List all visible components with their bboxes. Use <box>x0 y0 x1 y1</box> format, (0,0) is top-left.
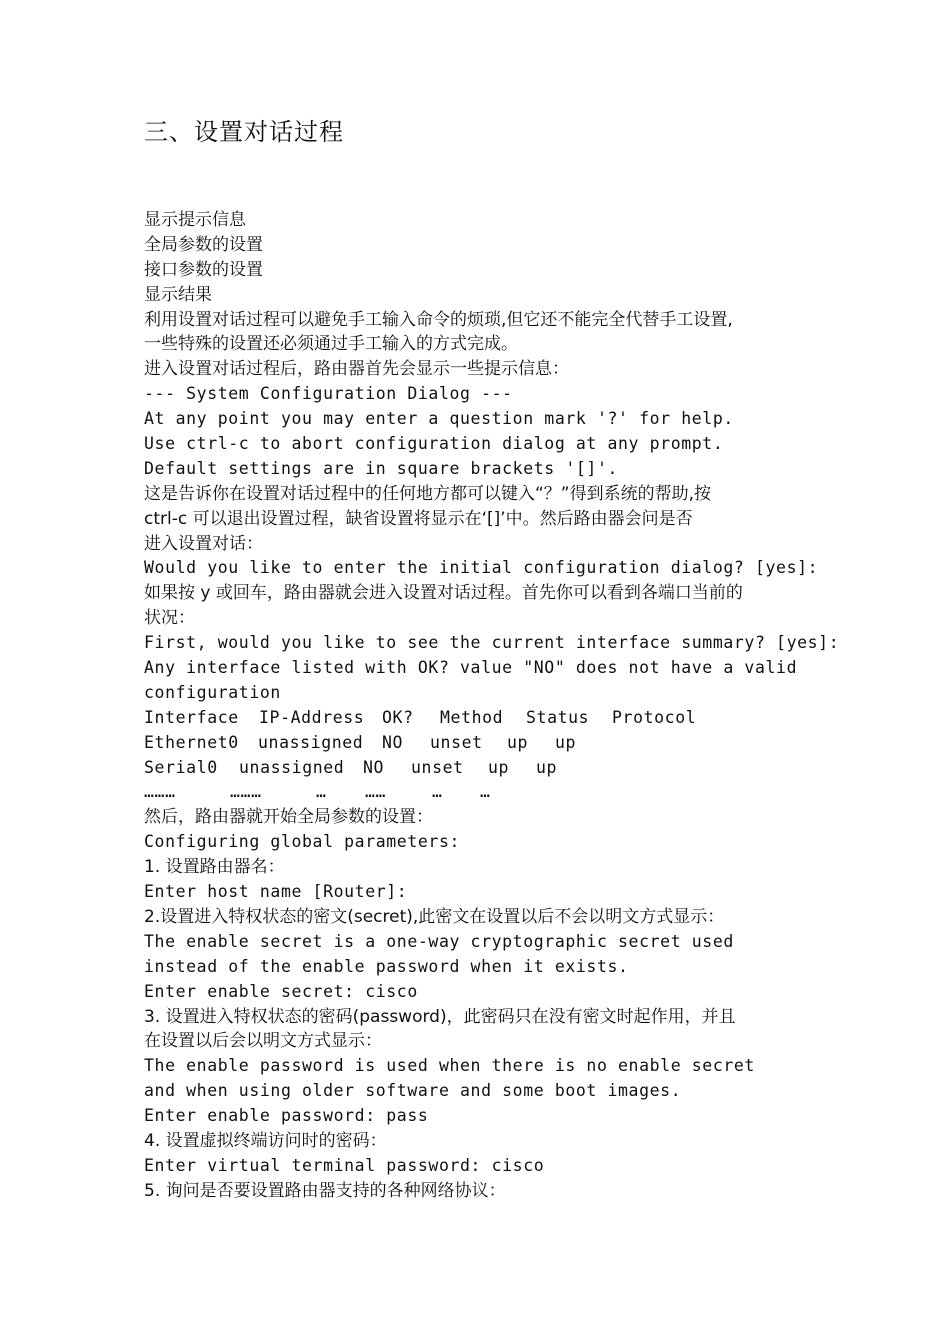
table-cell: Ethernet0 <box>144 732 239 752</box>
paragraph-line: 状况： <box>144 608 195 629</box>
console-line: --- System Configuration Dialog --- <box>144 384 513 404</box>
outline-item: 全局参数的设置 <box>144 234 263 255</box>
console-line: Configuring global parameters: <box>144 832 461 852</box>
paragraph-line: 这是告诉你在设置对话过程中的任何地方都可以键入“？”得到系统的帮助,按 <box>144 483 712 504</box>
console-line: At any point you may enter a question mark '?' for help. <box>144 409 734 429</box>
console-line: instead of the enable password when it exists. <box>144 956 629 976</box>
step-line: 3. 设置进入特权状态的密码(password)，此密码只在没有密文时起作用，并且 <box>144 1006 736 1027</box>
console-line: The enable password is used when there is no enable secret <box>144 1056 755 1076</box>
paragraph-line: 进入设置对话过程后，路由器首先会显示一些提示信息： <box>144 359 569 380</box>
table-cell: NO <box>382 732 404 752</box>
table-row <box>144 780 834 805</box>
console-line: Enter enable secret: cisco <box>144 981 418 1001</box>
paragraph-line: 进入设置对话： <box>144 533 263 554</box>
table-row <box>144 731 834 756</box>
paragraph-line: 在设置以后会以明文方式显示： <box>144 1031 382 1052</box>
table-cell: … <box>316 782 327 802</box>
document-page <box>144 112 840 1204</box>
console-line: Default settings are in square brackets '[]'. <box>144 458 619 478</box>
table-cell: up <box>507 732 529 752</box>
table-cell: up <box>488 757 510 777</box>
console-line: First, would you like to see the current interface summary? [yes]: <box>144 633 840 653</box>
outline-item: 接口参数的设置 <box>144 259 263 280</box>
table-cell: unassigned <box>239 757 345 777</box>
table-cell: NO <box>363 757 385 777</box>
table-cell: up <box>555 732 577 752</box>
table-cell: … <box>480 782 491 802</box>
table-cell: Serial0 <box>144 757 218 777</box>
table-cell: unset <box>411 757 464 777</box>
paragraph-line: 一些特殊的设置还必须通过手工输入的方式完成。 <box>144 334 518 355</box>
interface-table-header <box>144 706 834 731</box>
document-body <box>144 208 840 1204</box>
outline-item: 显示提示信息 <box>144 210 246 230</box>
table-header-cell: Status <box>526 707 590 727</box>
step-line: 4. 设置虚拟终端访问时的密码： <box>144 1130 387 1151</box>
console-line: Any interface listed with OK? value "NO" does not have a valid <box>144 658 798 678</box>
console-line: Enter enable password: pass <box>144 1106 429 1126</box>
step-line: 5. 询问是否要设置路由器支持的各种网络协议： <box>144 1180 506 1201</box>
console-line: and when using older software and some boot images. <box>144 1081 682 1101</box>
console-line: Enter virtual terminal password: cisco <box>144 1155 545 1175</box>
table-cell: unassigned <box>258 732 364 752</box>
console-line: configuration <box>144 682 281 702</box>
table-cell: … <box>432 782 443 802</box>
paragraph-line: 利用设置对话过程可以避免手工输入命令的烦琐,但它还不能完全代替手工设置, <box>144 309 733 330</box>
section-heading: 三、设置对话过程 <box>144 118 344 146</box>
console-line: The enable secret is a one-way cryptographic secret used <box>144 931 734 951</box>
table-header-cell: IP-Address <box>259 707 365 727</box>
step-line: 1. 设置路由器名： <box>144 857 285 878</box>
table-cell: up <box>536 757 558 777</box>
console-line: Would you like to enter the initial configuration dialog? [yes]: <box>144 558 819 578</box>
step-line: 2.设置进入特权状态的密文(secret),此密文在设置以后不会以明文方式显示： <box>144 906 725 927</box>
outline-item: 显示结果 <box>144 284 212 305</box>
paragraph-line: ctrl-c 可以退出设置过程，缺省设置将显示在‘[]’中。然后路由器会问是否 <box>144 508 693 529</box>
table-cell: …… <box>365 782 387 802</box>
paragraph-line: 然后，路由器就开始全局参数的设置： <box>144 807 433 828</box>
table-header-cell: Interface <box>144 707 239 727</box>
console-line: Enter host name [Router]: <box>144 882 408 902</box>
table-header-cell: Method <box>440 707 504 727</box>
table-cell: ……… <box>230 782 262 802</box>
table-header-cell: Protocol <box>612 707 697 727</box>
table-cell: unset <box>430 732 483 752</box>
table-row <box>144 756 834 781</box>
console-line: Use ctrl-c to abort configuration dialog at any prompt. <box>144 434 724 454</box>
table-cell: ……… <box>144 782 176 802</box>
table-header-cell: OK? <box>382 707 414 727</box>
paragraph-line: 如果按 y 或回车，路由器就会进入设置对话过程。首先你可以看到各端口当前的 <box>144 583 743 604</box>
